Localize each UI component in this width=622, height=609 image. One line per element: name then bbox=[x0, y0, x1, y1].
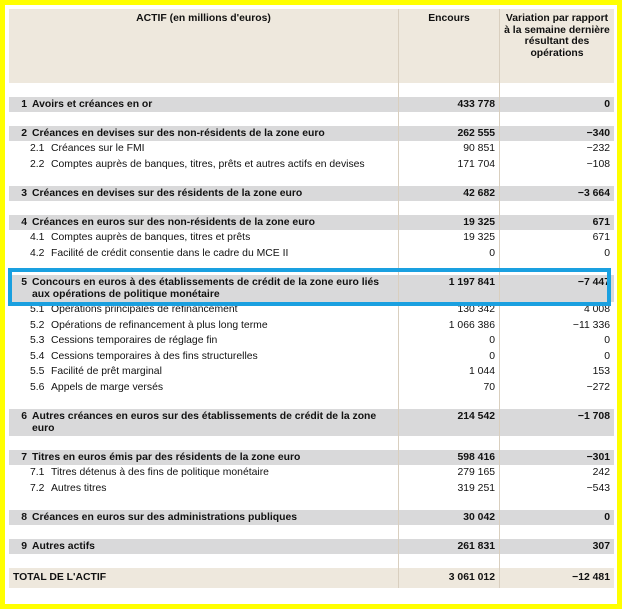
row-encours: 171 704 bbox=[399, 157, 500, 173]
row-variation: 0 bbox=[500, 510, 614, 525]
row-variation: −272 bbox=[586, 381, 610, 393]
row-variation: 4 008 bbox=[583, 304, 610, 315]
row-label: 8 Créances en euros sur des administrations publiques bbox=[9, 510, 399, 525]
row-variation: −543 bbox=[586, 482, 610, 494]
row-encours: 279 165 bbox=[399, 465, 500, 481]
row-variation: −301 bbox=[500, 450, 614, 465]
row-label: 4.1 Comptes auprès de banques, titres et prêts bbox=[9, 230, 399, 246]
row-variation: 0 bbox=[604, 335, 610, 346]
row-variation: 242 bbox=[592, 467, 610, 478]
row-label: 7.1 Titres détenus à des fins de politique monétaire bbox=[9, 465, 399, 481]
row-encours: 262 555 bbox=[399, 126, 500, 141]
row-label: 6 Autres créances en euros sur des établissements de crédit de la zone euro bbox=[9, 409, 399, 436]
row-encours: 0 bbox=[399, 333, 500, 349]
row-variation: 0 bbox=[604, 350, 610, 362]
row-variation: 0 bbox=[604, 247, 610, 259]
header-variation: Variation par rapport à la semaine dernière résultant des opérations bbox=[500, 9, 614, 83]
row-label: 1 Avoirs et créances en or bbox=[9, 97, 399, 112]
row-encours: 0 bbox=[399, 246, 500, 262]
row-label: 5.3 Cessions temporaires de réglage fin bbox=[9, 333, 399, 349]
row-encours: 261 831 bbox=[399, 539, 500, 554]
row-variation: −11 336 bbox=[572, 319, 610, 331]
row-variation: −1 708 bbox=[500, 409, 614, 436]
row-label: 5 Concours en euros à des établissements de crédit de la zone euro liés aux opérations de politique monétaire bbox=[9, 275, 399, 302]
row-encours: 42 682 bbox=[399, 186, 500, 201]
row-variation: 671 bbox=[500, 215, 614, 230]
row-encours: 90 851 bbox=[399, 141, 500, 157]
row-encours: 598 416 bbox=[399, 450, 500, 465]
row-encours: 319 251 bbox=[399, 481, 500, 497]
row-encours: 19 325 bbox=[399, 215, 500, 230]
total-label: TOTAL DE L'ACTIF bbox=[9, 568, 399, 588]
row-encours: 1 066 386 bbox=[399, 318, 500, 334]
row-label: 5.5 Facilité de prêt marginal bbox=[9, 364, 399, 380]
row-label: 4 Créances en euros sur des non-résidents de la zone euro bbox=[9, 215, 399, 230]
row-label: 9 Autres actifs bbox=[9, 539, 399, 554]
row-label: 3 Créances en devises sur des résidents de la zone euro bbox=[9, 186, 399, 201]
balance-table bbox=[9, 9, 614, 588]
row-label: 5.1 Opérations principales de refinancement bbox=[9, 302, 399, 318]
row-label: 5.2 Opérations de refinancement à plus long terme bbox=[9, 318, 399, 334]
row-encours: 0 bbox=[399, 349, 500, 365]
row-label: 5.6 Appels de marge versés bbox=[9, 380, 399, 396]
row-encours: 1 044 bbox=[399, 364, 500, 380]
row-label: 2 Créances en devises sur des non-résidents de la zone euro bbox=[9, 126, 399, 141]
row-variation: −232 bbox=[586, 143, 610, 154]
row-encours: 1 197 841 bbox=[399, 275, 500, 302]
header-actif: ACTIF (en millions d'euros) bbox=[9, 9, 399, 83]
row-variation: −108 bbox=[586, 158, 610, 170]
row-variation: 0 bbox=[500, 97, 614, 112]
row-label: 5.4 Cessions temporaires à des fins structurelles bbox=[9, 349, 399, 365]
row-encours: 433 778 bbox=[399, 97, 500, 112]
row-variation: −3 664 bbox=[500, 186, 614, 201]
row-label: 7.2 Autres titres bbox=[9, 481, 399, 497]
row-variation: 307 bbox=[500, 539, 614, 554]
row-encours: 19 325 bbox=[399, 230, 500, 246]
total-encours: 3 061 012 bbox=[399, 568, 500, 588]
row-label: 2.2 Comptes auprès de banques, titres, prêts et autres actifs en devises bbox=[9, 157, 399, 173]
row-encours: 30 042 bbox=[399, 510, 500, 525]
row-encours: 130 342 bbox=[399, 302, 500, 318]
row-variation: −7 447 bbox=[500, 275, 614, 302]
header-encours: Encours bbox=[399, 9, 500, 83]
row-encours: 70 bbox=[399, 380, 500, 396]
row-label: 4.2 Facilité de crédit consentie dans le cadre du MCE II bbox=[9, 246, 399, 262]
row-variation: 153 bbox=[592, 366, 610, 377]
row-label: 7 Titres en euros émis par des résidents de la zone euro bbox=[9, 450, 399, 465]
row-encours: 214 542 bbox=[399, 409, 500, 436]
row-variation: 671 bbox=[592, 232, 610, 243]
row-label: 2.1 Créances sur le FMI bbox=[9, 141, 399, 157]
total-variation: −12 481 bbox=[500, 568, 614, 588]
row-variation: −340 bbox=[500, 126, 614, 141]
